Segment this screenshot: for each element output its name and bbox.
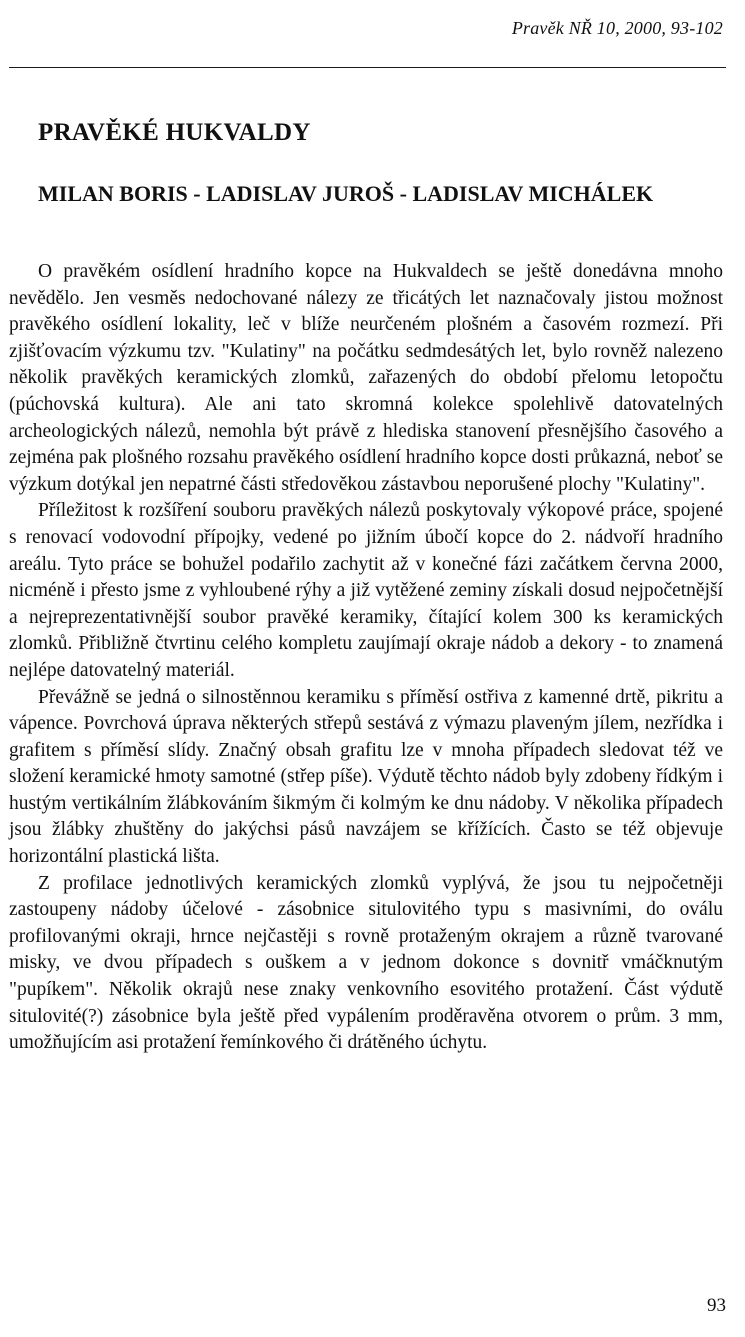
article-authors: MILAN BORIS - LADISLAV JUROŠ - LADISLAV MICHÁLEK bbox=[38, 181, 654, 206]
paragraph: O pravěkém osídlení hradního kopce na Hukvaldech se ještě donedávna mnoho nevědělo. Jen vesměs nedochované nálezy ze třicátých let naznačovaly jistou možnost pravěkého osídlení lokality, leč v blíže neurčeném plošném a časovém rozmezí. Při zjišťovacím výzkumu tzv. "Kulatiny" na počátku sedmdesátých let, bylo rovněž nalezeno několik pravěkých keramických zlomků, zařazených do období přelomu letopočtu (púchovská kultura). Ale ani tato skromná kolekce spolehlivě datovatelných archeologických nálezů, nemohla být právě z hlediska stanovení přesnějšího časového a zejména pak plošného rozsahu pravěkého osídlení hradního kopce dosti průkazná, neboť se výzkum dotýkal jen nepatrné části středověkou zástavbou neporušené plochy "Kulatiny". bbox=[9, 261, 723, 495]
header-rule bbox=[9, 67, 726, 68]
paragraph: Příležitost k rozšíření souboru pravěkých nálezů poskytovaly výkopové práce, spojené s renovací vodovodní přípojky, vedené po jižním úbočí kopce do 2. nádvoří hradního areálu. Tyto práce se bohužel podařilo zachytit až v konečné fázi začátkem června 2000, nicméně i přesto jsme z vyhloubené rýhy a již vytěžené zeminy získali dosud nejpočetnější a nejreprezentativnější soubor pravěké keramiky, čítající kolem 300 ks keramických zlomků. Přibližně čtvrtinu celého kompletu zaujímají okraje nádob a dekory - to znamená nejlépe datovatelný materiál. bbox=[9, 500, 723, 681]
paragraph: Z profilace jednotlivých keramických zlomků vyplývá, že jsou tu nejpočetněji zastoupeny nádoby účelové - zásobnice situlovitého typu s masivními, do oválu profilovanými okraji, hrnce nejčastěji s rovně protaženým okrajem a různě tvarované misky, ve dvou případech s ouškem a v jednom dokonce s dovnitř vmáčknutým "pupíkem". Několik okrajů nese znaky venkovního esovitého protažení. Část výdutě situlovité(?) zásobnice byla ještě před vypálením proděravěna otvorem o prům. 3 mm, umožňujícím asi protažení řemínkového či drátěného úchytu. bbox=[9, 872, 723, 1054]
paragraph: Převážně se jedná o silnostěnnou keramiku s příměsí ostřiva z kamenné drtě, pikritu a vápence. Povrchová úprava některých střepů sestává z výmazu plaveným jílem, nezřídka i grafitem s příměsí slídy. Značný obsah grafitu lze v mnoha případech sledovat též ve složení keramické hmoty samotné (střep píše). Výdutě těchto nádob byly zdobeny řídkým i hustým vertikálním žlábkováním šikmým či kolmým ke dnu nádoby. V několika případech jsou žlábky zhuštěny do jakýchsi pásů navzájem se křížících. Často se též objevuje horizontální plastická lišta. bbox=[9, 686, 723, 868]
page-number: 93 bbox=[707, 1295, 726, 1316]
running-header: Pravěk NŘ 10, 2000, 93-102 bbox=[511, 18, 723, 38]
article-body bbox=[9, 259, 723, 1057]
article-title: PRAVĚKÉ HUKVALDY bbox=[38, 119, 311, 146]
